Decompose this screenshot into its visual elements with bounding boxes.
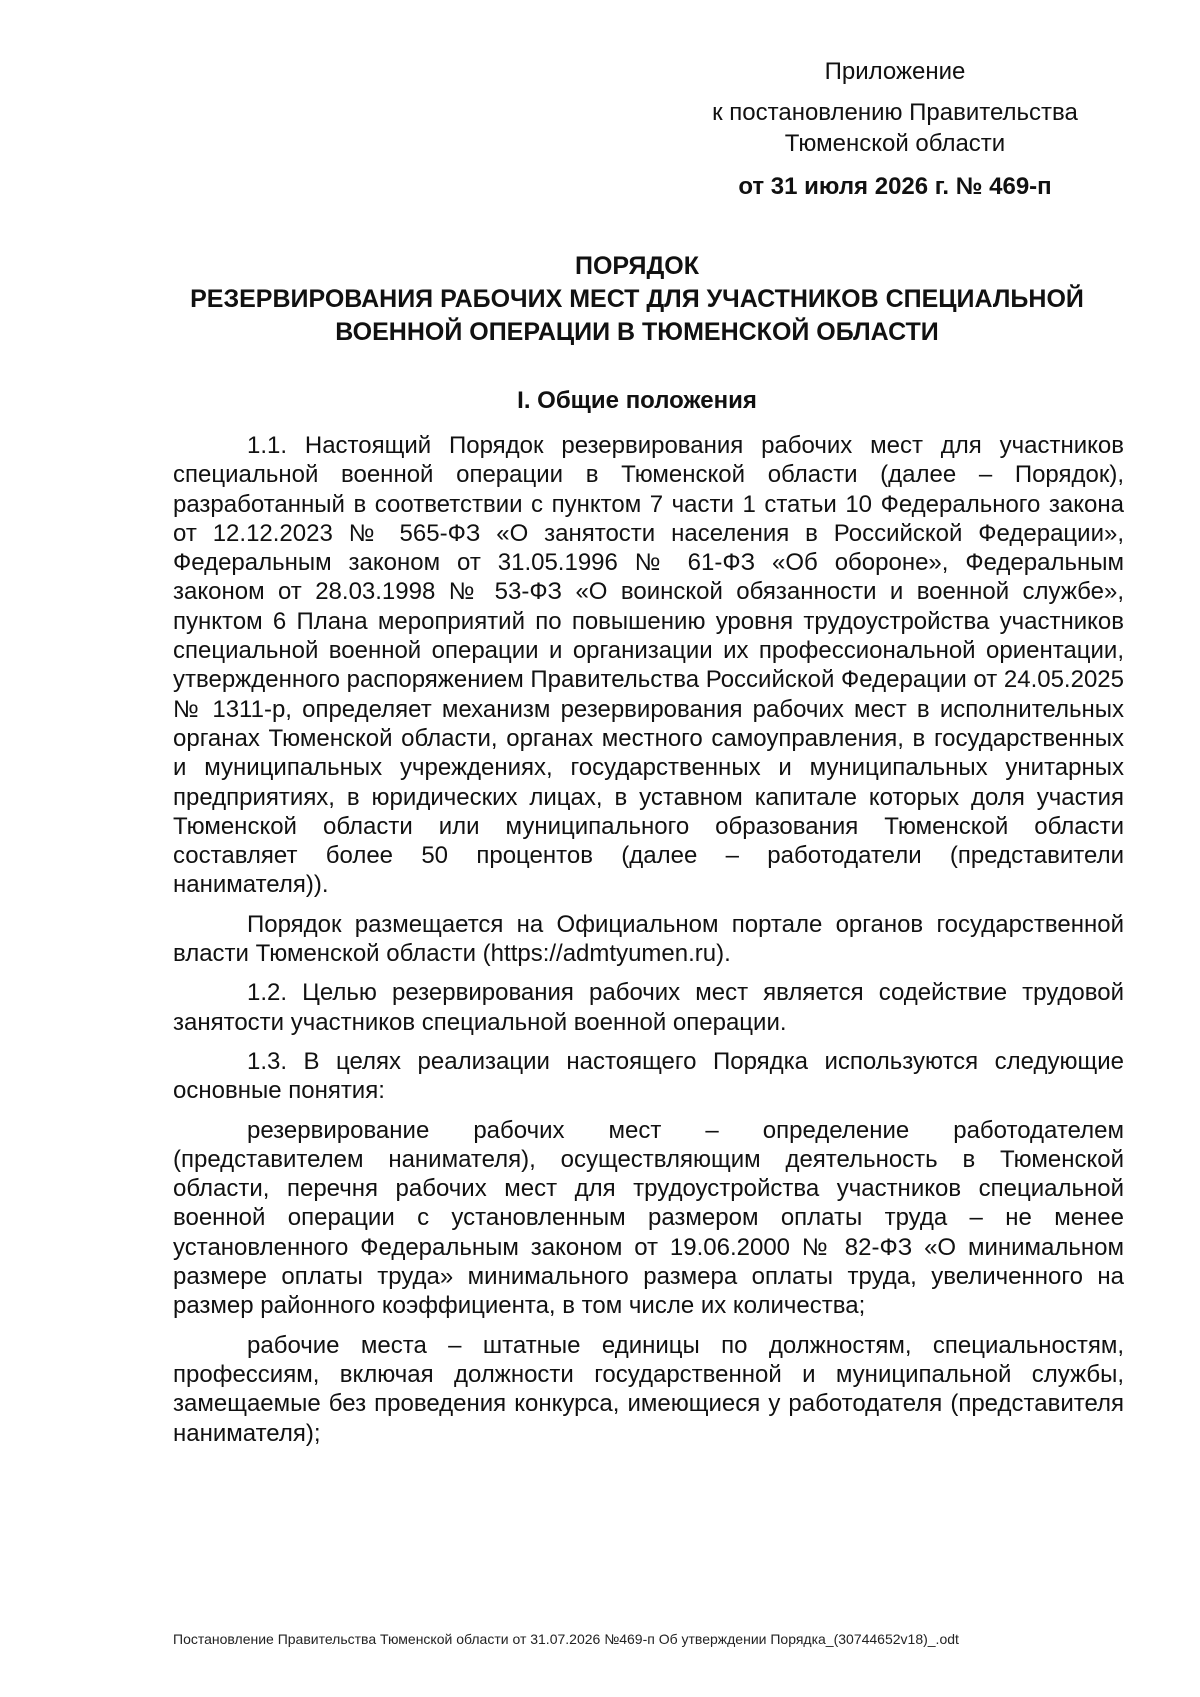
document-title-line-2: РЕЗЕРВИРОВАНИЯ РАБОЧИХ МЕСТ ДЛЯ УЧАСТНИКОВ СПЕЦИАЛЬНОЙ xyxy=(190,285,1084,313)
document-title-line-1: ПОРЯДОК xyxy=(575,252,699,280)
appendix-line-2: Тюменской области xyxy=(784,130,1006,157)
appendix-line-1: к постановлению Правительства xyxy=(712,99,1078,126)
document-title-line-3: ВОЕННОЙ ОПЕРАЦИИ В ТЮМЕНСКОЙ ОБЛАСТИ xyxy=(335,318,939,346)
paragraph-1-2: 1.2. Целью резервирования рабочих мест является содействие трудовой занятости участников специальной военной операции. xyxy=(173,979,1124,1036)
paragraph-1-1: 1.1. Настоящий Порядок резервирования рабочих мест для участников специальной военной операции в Тюменской области (далее – Порядок), разработанный в соответствии с пунктом 7 части 1 статьи 10 Федерального закона от 12.12.2023 № 565-ФЗ «О занятости населения в Российской Федерации», Федеральным законом от 31.05.1996 № 61-ФЗ «Об обороне», Федеральным законом от 28.03.1998 № 53-ФЗ «О воинской обязанности и военной службе», пунктом 6 Плана мероприятий по повышению уровня трудоустройства участников специальной военной операции и организации их профессиональной ориентации, утвержденного распоряжением Правительства Российской Федерации от 24.05.2025 № 1311-р, определяет механизм резервирования рабочих мест в исполнительных органах Тюменской области, органах местного самоуправления, в государственных и муниципальных учреждениях, государственных и муниципальных унитарных предприятиях, в юридических лицах, в уставном капитале которых доля участия Тюменской области или муниципального образования Тюменской области составляет более 50 процентов (далее – работодатели (представители нанимателя)). xyxy=(173,432,1124,899)
document-title xyxy=(150,250,1124,349)
paragraph-definition-reservation: резервирование рабочих мест – определение работодателем (представителем нанимателя), осуществляющим деятельность в Тюменской области, перечня рабочих мест для трудоустройства участников специальной военной операции с установленным размером оплаты труда – не менее установленного Федеральным законом от 19.06.2000 № 82-ФЗ «О минимальном размере оплаты труда» минимального размера оплаты труда, увеличенного на размер районного коэффициента, в том числе их количества; xyxy=(173,1116,1124,1320)
section-heading: I. Общие положения xyxy=(517,387,757,414)
appendix-date-number: от 31 июля 2026 г. № 469-п xyxy=(738,173,1052,200)
document-body xyxy=(173,431,1124,1458)
paragraph-portal: Порядок размещается на Официальном портале органов государственной власти Тюменской области (https://admtyumen.ru). xyxy=(173,910,1124,968)
paragraph-definition-workplaces: рабочие места – штатные единицы по должностям, специальностям, профессиям, включая должности государственной и муниципальной службы, замещаемые без проведения конкурса, имеющиеся у работодателя (представителя нанимателя); xyxy=(173,1331,1124,1447)
appendix-block xyxy=(660,56,1130,202)
page-footer: Постановление Правительства Тюменской области от 31.07.2026 №469-п Об утверждении Порядка_(30744652v18)_.odt xyxy=(173,1631,959,1647)
appendix-title: Приложение xyxy=(824,58,966,85)
paragraph-1-3: 1.3. В целях реализации настоящего Порядка используются следующие основные понятия: xyxy=(173,1047,1124,1105)
